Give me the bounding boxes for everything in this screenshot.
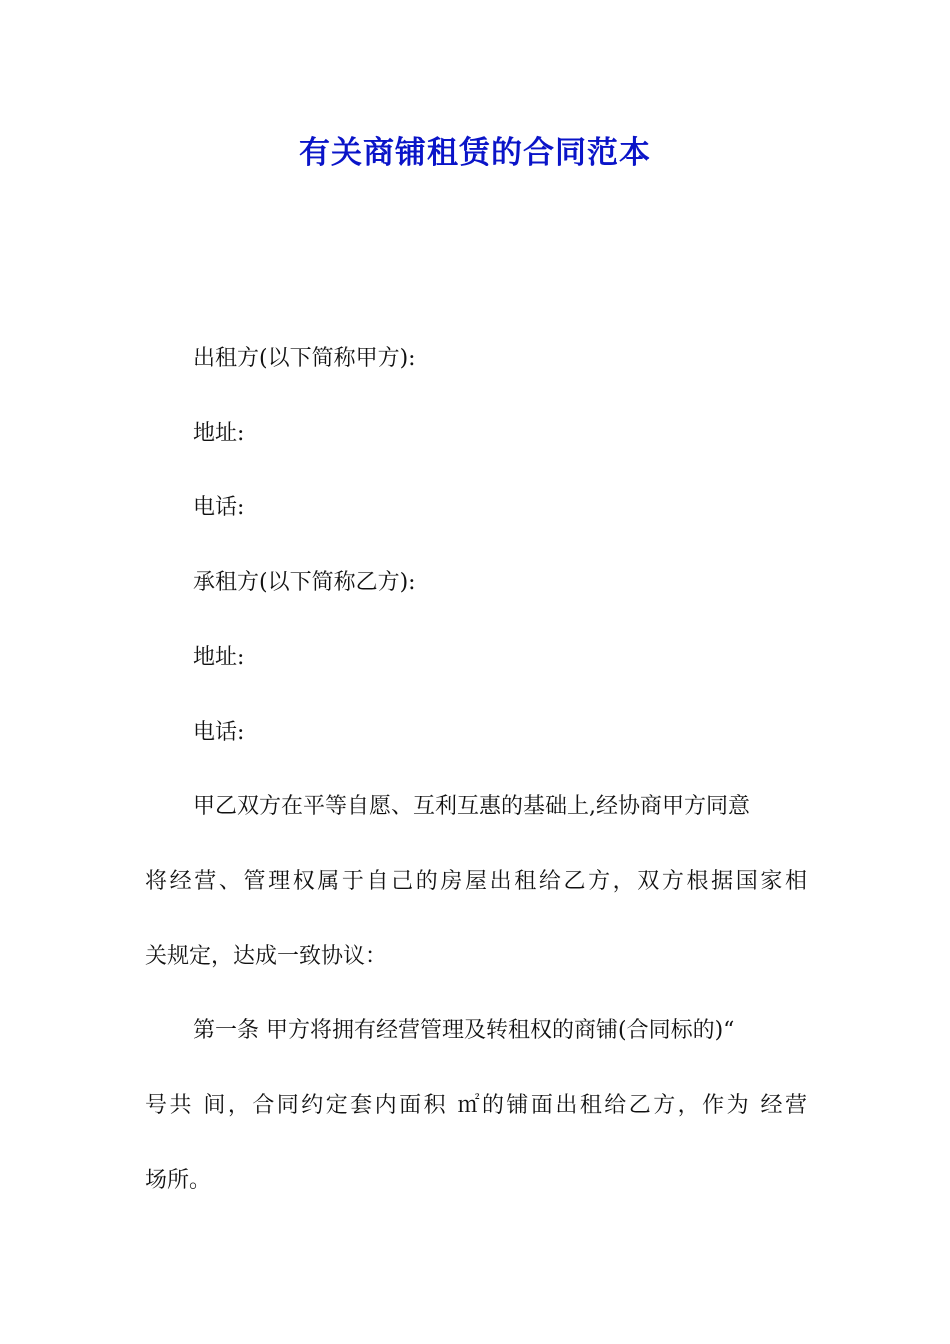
preamble-line-3: 关规定，达成一致协议： xyxy=(145,944,388,969)
document-title: 有关商铺租赁的合同范本 xyxy=(299,135,651,171)
article-1-line-2: 号共 间，合同约定套内面积 ㎡的铺面出租给乙方，作为 经营 xyxy=(145,1093,807,1118)
preamble-line-1: 甲乙双方在平等自愿、互利互惠的基础上,经协商甲方同意 xyxy=(193,794,750,819)
lessee-phone-label: 电话: xyxy=(193,720,245,745)
preamble-line-2: 将经营、管理权属于自己的房屋出租给乙方，双方根据国家相 xyxy=(145,869,807,894)
lessor-phone-label: 电话: xyxy=(193,495,245,520)
article-1-line-3: 场所。 xyxy=(145,1168,212,1193)
lessee-heading: 承租方(以下简称乙方): xyxy=(193,570,416,595)
lessor-address-label: 地址: xyxy=(193,421,245,446)
lessor-heading: 出租方(以下简称甲方): xyxy=(193,346,416,371)
lessee-address-label: 地址: xyxy=(193,645,245,670)
article-1-line-1: 第一条 甲方将拥有经营管理及转租权的商铺(合同标的)“ xyxy=(193,1018,735,1043)
